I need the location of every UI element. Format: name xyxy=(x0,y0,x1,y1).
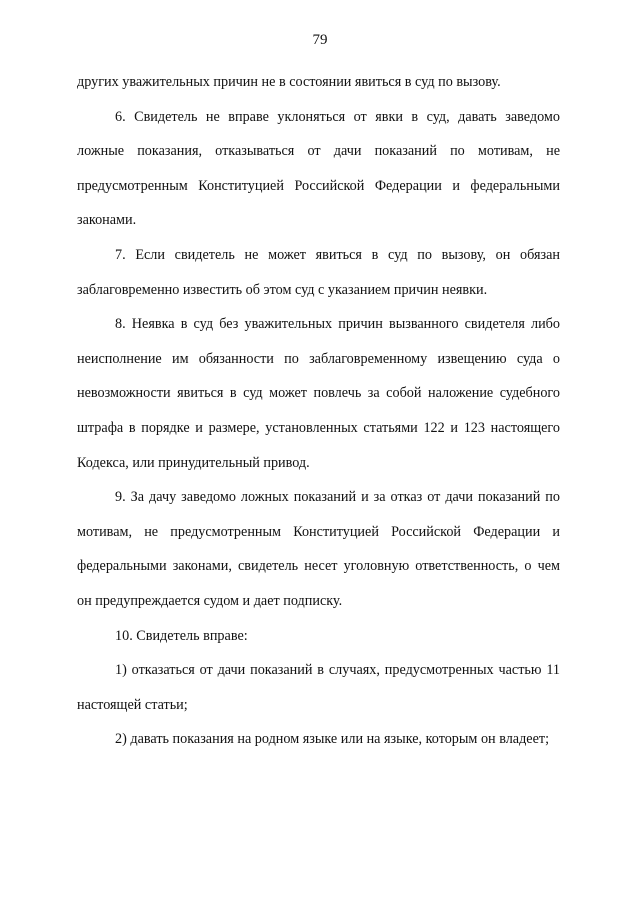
paragraph-continuation: других уважительных причин не в состоянии явиться в суд по вызову. xyxy=(77,74,501,90)
page-number: 79 xyxy=(312,32,328,48)
paragraph-item-7: 7. Если свидетель не может явиться в суд по вызову, он обязан заблаговременно известить об этом суд с указанием причин неявки. xyxy=(77,246,560,298)
document-body xyxy=(77,65,560,757)
paragraph-item-6: 6. Свидетель не вправе уклоняться от явки в суд, давать заведомо ложные показания, отказываться от дачи показаний по мотивам, не предусмотренным Конституцией Российской Федерации и федеральными законами. xyxy=(77,108,560,229)
paragraph-item-10: 10. Свидетель вправе: xyxy=(115,627,248,644)
subitem-1: 1) отказаться от дачи показаний в случаях, предусмотренных частью 11 настоящей статьи; xyxy=(77,662,560,713)
subitem-2: 2) давать показания на родном языке или на языке, которым он владеет; xyxy=(115,731,550,748)
paragraph-item-8: 8. Неявка в суд без уважительных причин вызванного свидетеля либо неисполнение им обязанности по заблаговременному извещению суда о невозможности явиться в суд может повлечь за собой наложение судебного штрафа в порядке и размере, установленных статьями 122 и 123 настоящего Кодекса, или принудительный привод. xyxy=(77,316,560,471)
paragraph-item-9: 9. За дачу заведомо ложных показаний и за отказ от дачи показаний по мотивам, не предусмотренным Конституцией Российской Федерации и федеральными законами, свидетель несет уголовную ответственность, о чем он предупреждается судом и дает подписку. xyxy=(77,489,560,609)
